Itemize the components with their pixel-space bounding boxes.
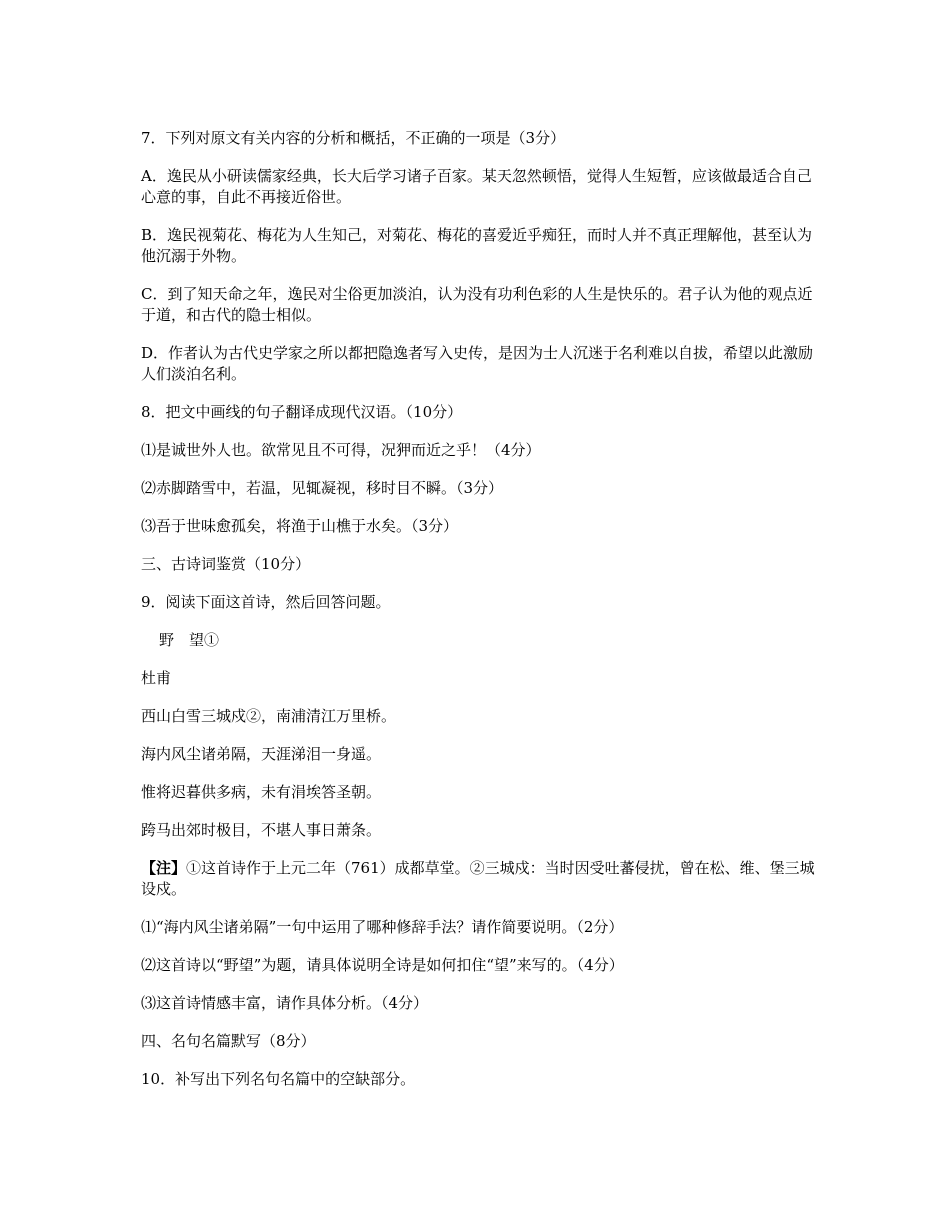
q7-stem: 7．下列对原文有关内容的分析和概括，不正确的一项是（3分）: [141, 129, 566, 147]
q10-stem: 10．补写出下列名句名篇中的空缺部分。: [141, 1070, 416, 1088]
q8-item-2: ⑵赤脚踏雪中，若温，见辄凝视，移时目不瞬。（3分）: [141, 479, 504, 497]
q9-sub-2: ⑵这首诗以“野望”为题，请具体说明全诗是如何扣住“望”来写的。（4分）: [141, 956, 624, 974]
poem-note: [141, 858, 816, 900]
document-page: [141, 128, 816, 1107]
q9-sub-3: ⑶这首诗情感丰富，请作具体分析。（4分）: [141, 994, 429, 1012]
poem-line-3: 惟将迟暮供多病，未有涓埃答圣朝。: [141, 783, 382, 801]
poem-line-1: 西山白雪三城戍②，南浦清江万里桥。: [141, 707, 397, 725]
q7-option-a: A．逸民从小研读儒家经典，长大后学习诸子百家。某天忽然顿悟，觉得人生短暂，应该做最适合自己心意的事，自此不再接近俗世。: [141, 167, 812, 206]
q9-stem: 9．阅读下面这首诗，然后回答问题。: [141, 593, 391, 611]
poem-author: 杜甫: [141, 669, 172, 687]
q8-item-3: ⑶吾于世味愈孤矣，将渔于山樵于水矣。（3分）: [141, 517, 459, 535]
note-label: 【注】: [141, 859, 187, 877]
q7-option-d: D．作者认为古代史学家之所以都把隐逸者写入史传，是因为士人沉迷于名利难以自拔，希望以此激励人们淡泊名利。: [141, 344, 814, 383]
poem-line-4: 跨马出郊时极目，不堪人事日萧条。: [141, 821, 382, 839]
q8-stem: 8．把文中画线的句子翻译成现代汉语。（10分）: [141, 403, 463, 421]
poem-line-2: 海内风尘诸弟隔，天涯涕泪一身遥。: [141, 745, 382, 763]
note-text: ①这首诗作于上元二年（761）成都草堂。②三城戍：当时因受吐蕃侵扰，曾在松、维、堡三城设戍。: [141, 859, 815, 898]
poem-title: 野 望①: [159, 631, 220, 649]
section3-heading: 三、古诗词鉴赏（10分）: [141, 555, 311, 573]
q8-item-1: ⑴是诚世外人也。欲常见且不可得，况狎而近之乎！（4分）: [141, 441, 541, 459]
q7-option-c: C．到了知天命之年，逸民对尘俗更加淡泊，认为没有功利色彩的人生是快乐的。君子认为他的观点近于道，和古代的隐士相似。: [141, 285, 813, 324]
q9-sub-1: ⑴“海内风尘诸弟隔”一句中运用了哪种修辞手法？请作简要说明。（2分）: [141, 918, 624, 936]
section4-heading: 四、名句名篇默写（8分）: [141, 1032, 316, 1050]
q7-option-b: B．逸民视菊花、梅花为人生知己，对菊花、梅花的喜爱近乎痴狂，而时人并不真正理解他，甚至认为他沉溺于外物。: [141, 226, 813, 265]
